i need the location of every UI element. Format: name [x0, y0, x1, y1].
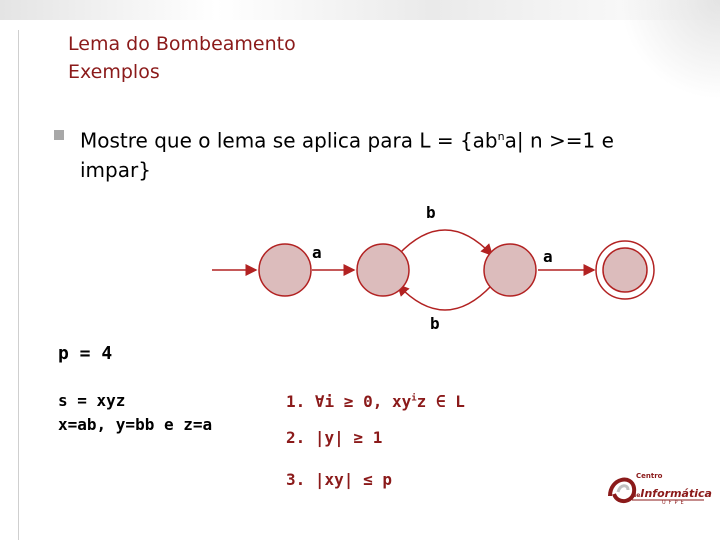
logo-line2-main: Informática: [640, 487, 712, 500]
logo-line3: UFPE: [662, 500, 687, 506]
transition-q2-q1: [398, 285, 492, 310]
edge-label-b-bottom: b: [430, 314, 440, 333]
logo-line2-small: de: [632, 492, 641, 499]
condition-1-superscript: i: [411, 393, 417, 404]
state-q3: [603, 248, 647, 292]
condition-1-prefix: 1. ∀i ≥ 0, xy: [286, 392, 412, 411]
xyz-values: x=ab, y=bb e z=a: [58, 415, 213, 434]
logo-line2: [632, 487, 712, 500]
edge-label-a-second: a: [543, 247, 553, 266]
state-q0: [259, 244, 311, 296]
state-q2: [484, 244, 536, 296]
transition-q1-q2: [398, 230, 492, 255]
string-decomposition: [58, 389, 212, 437]
condition-1: [286, 392, 465, 411]
bullet-line2: impar}: [80, 157, 151, 182]
condition-2: 2. |y| ≥ 1: [286, 428, 383, 447]
bullet-superscript: n: [497, 130, 505, 143]
state-q1: [357, 244, 409, 296]
string-split: s = xyz: [58, 391, 126, 410]
pumping-length: p = 4: [58, 343, 113, 364]
condition-3: 3. |xy| ≤ p: [286, 470, 392, 489]
logo-line1: Centro: [636, 472, 663, 480]
edge-label-b-top: b: [426, 203, 436, 222]
bullet-prefix: Mostre que o lema se aplica para L = {ab: [80, 128, 498, 153]
condition-1-suffix: z ∈ L: [416, 392, 465, 411]
slide-title-line2: Exemplos: [68, 61, 160, 83]
bullet-suffix: a| n >=1 e: [504, 128, 614, 153]
edge-label-a-first: a: [312, 243, 322, 262]
slide-title-line1: Lema do Bombeamento: [68, 33, 296, 55]
